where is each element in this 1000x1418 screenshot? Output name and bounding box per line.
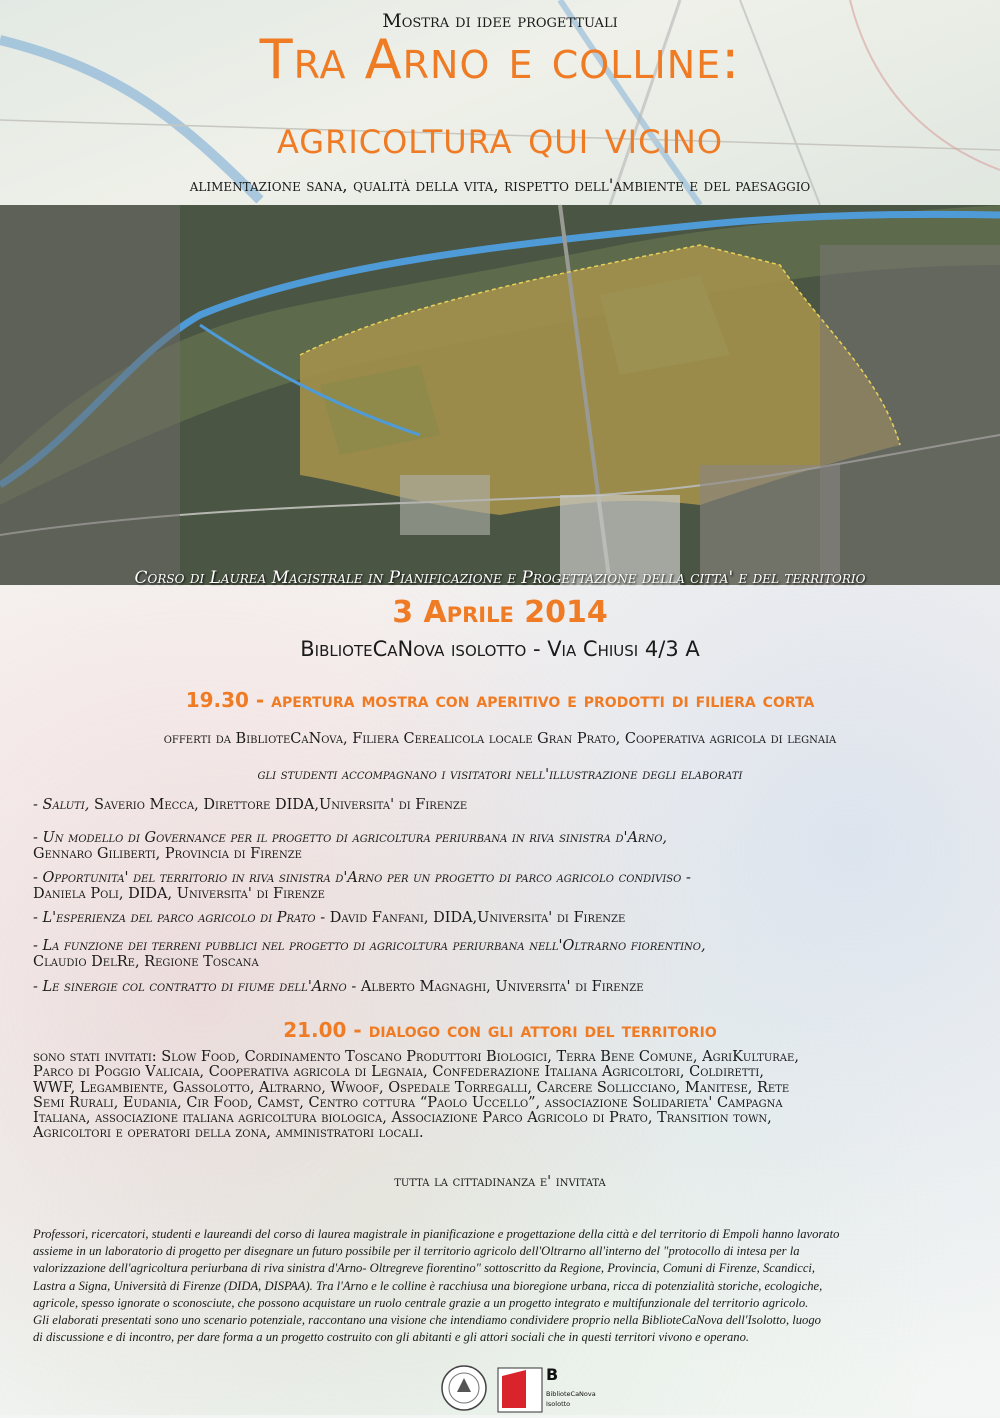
library-sub: Isolotto <box>546 1400 571 1408</box>
description-line: Lastra a Signa, Università di Firenze (DIDA, DISPAA). Tra l'Arno e le colline è racchiusa una bioregione urbana, ricca di potenzialità storiche, ecologiche, <box>33 1278 823 1293</box>
talk-title: - Opportunita' del territorio in riva sinistra d'Arno per un progetto di parco agricolo condiviso - <box>33 870 691 886</box>
event-venue: BiblioteCaNova isolotto - Via Chiusi 4/3 A <box>300 637 700 661</box>
talk-speaker: - David Fanfani, DIDA,Universita' di Firenze <box>315 910 626 926</box>
talk-speaker-line2: Gennaro Giliberti, Provincia di Firenze <box>33 846 302 862</box>
description-line: valorizzazione dell'agricoltura periurbana di riva sinistra d'Arno- Oltregreve fiorentino" sottoscritto da Regione, Provincia, Comuni di Firenze, Scandicci, <box>33 1261 816 1276</box>
talk-item <box>33 830 973 862</box>
talk-speaker-line2: Claudio DelRe, Regione Toscana <box>33 954 259 970</box>
invited-line: Parco di Poggio Valicaia, Cooperativa agricola di Legnaia, Confederazione Italiana Agricoltori, Coldiretti, <box>33 1064 764 1081</box>
library-logo-mark <box>498 1368 542 1412</box>
library-letter: B <box>546 1365 559 1384</box>
invited-list <box>33 1050 973 1142</box>
session1-students: gli studenti accompagnano i visitatori nell'illustrazione degli elaborati <box>257 767 743 783</box>
talk-title: - Le sinergie col contratto di fiume dell'Arno <box>33 979 347 995</box>
session1-offered-by: offerti da BiblioteCaNova, Filiera Cerealicola locale Gran Prato, Cooperativa agricola di legnaia <box>163 731 837 747</box>
poster-tagline: alimentazione sana, qualità della vita, rispetto dell'ambiente e del paesaggio <box>189 176 811 196</box>
talk-item <box>33 910 973 926</box>
university-seal-logo <box>442 1366 486 1410</box>
invited-line: Agricoltori e operatori della zona, amministratori locali. <box>33 1125 424 1142</box>
description-line: assieme in un laboratorio di progetto per disegnare un futuro possibile per il territorio agricolo dell'Oltrarno all'interno del "protocollo di intesa per la <box>33 1244 800 1259</box>
session2-heading: 21.00 - dialogo con gli attori del territorio <box>283 1018 717 1042</box>
closing-invitation: tutta la cittadinanza e' invitata <box>394 1174 606 1190</box>
invited-line: Italiana, associazione italiana agricoltura biologica, Associazione Parco Agricolo di Prato, Transition town, <box>33 1110 772 1127</box>
talk-item <box>33 938 973 970</box>
session1-heading: 19.30 - apertura mostra con aperitivo e prodotti di filiera corta <box>185 688 815 712</box>
talk-item <box>33 870 973 902</box>
description-line: agricole, spesso ignorate o sconosciute, che possono acquistare un ruolo centrale grazie a un progetto integrato e multifunzionale del territorio agricolo. <box>33 1295 809 1310</box>
talk-speaker: - Alberto Magnaghi, Universita' di Firenze <box>346 979 644 995</box>
talk-speaker-line2: Daniela Poli, DIDA, Universita' di Firenze <box>33 886 325 902</box>
library-name: BiblioteCaNova <box>546 1390 596 1398</box>
logos-row <box>440 1362 596 1414</box>
project-description <box>33 1226 973 1346</box>
header-map-background <box>0 0 1000 205</box>
talk-speaker: Saverio Mecca, Direttore DIDA,Universita' di Firenze <box>89 797 468 813</box>
exhibition-kicker: Mostra di idee progettuali <box>382 10 618 32</box>
course-name: Corso di Laurea Magistrale in Pianificazione e Progettazione della citta' e del territorio <box>134 568 866 588</box>
description-line: Gli elaborati presentati sono uno scenario potenziale, raccontano una visione che intendiamo condividere proprio nella BiblioteCaNova dell'Isolotto, luogo <box>33 1313 821 1328</box>
talk-title: - La funzione dei terreni pubblici nel progetto di agricoltura periurbana nell'Oltrarno fiorentino, <box>33 938 706 954</box>
talk-item <box>33 797 973 813</box>
talk-title: - L'esperienza del parco agricolo di Prato <box>33 910 316 926</box>
poster-title-line2: agricoltura qui vicino <box>276 110 724 164</box>
logos-drawing <box>440 1362 596 1414</box>
aerial-photo <box>0 205 1000 585</box>
talk-item <box>33 979 973 995</box>
invited-line: sono stati invitati: Slow Food, Cordinamento Toscano Produttori Biologici, Terra Bene Comune, AgriKulturae, <box>33 1049 799 1065</box>
invited-line: Semi Rurali, Eudania, Cir Food, Camst, Centro cottura “Paolo Uccello”, associazione Solidarieta' Campagna <box>33 1094 783 1111</box>
aerial-photo-drawing <box>0 205 1000 585</box>
invited-line: WWF, Legambiente, Gassolotto, Altrarno, Wwoof, Ospedale Torregalli, Carcere Sollicciano, Manitese, Rete <box>33 1079 790 1096</box>
talk-title: - Un modello di Governance per il progetto di agricoltura periurbana in riva sinistra d'Arno, <box>33 830 668 846</box>
description-line: Professori, ricercatori, studenti e laureandi del corso di laurea magistrale in pianificazione e progettazione della città e del territorio di Empoli hanno lavorato <box>33 1227 840 1241</box>
talk-title: - Saluti, <box>33 797 90 813</box>
poster-title-line1: Tra Arno e colline: <box>259 28 741 91</box>
description-line: di discussione e di incontro, per dare forma a un progetto costruito con gli abitanti e gli attori sociali che in questi territori vivono e operano. <box>33 1330 750 1345</box>
event-date: 3 Aprile 2014 <box>392 595 608 630</box>
